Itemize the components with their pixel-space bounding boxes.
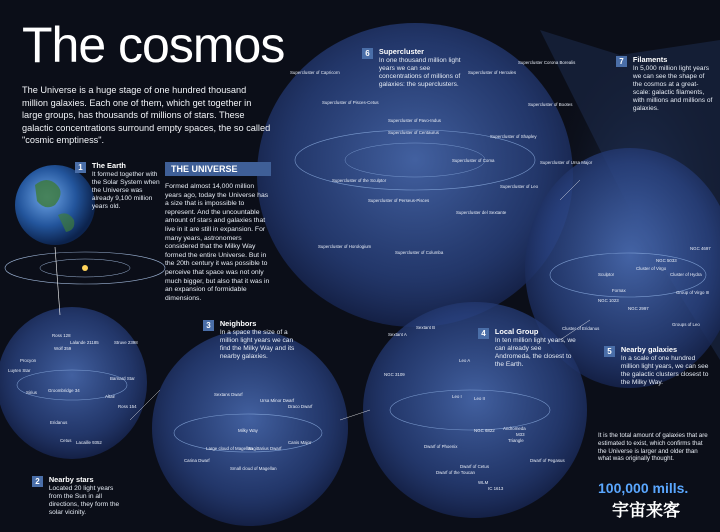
map-label: NGC 6822 [474,428,495,433]
section-number: 3 [203,320,214,331]
section-local-group [478,328,578,369]
map-label: WLM [478,480,489,485]
map-label: Supercluster of Shapley [490,134,537,139]
map-label: Supercluster of Capricorn [290,70,340,75]
map-label: Supercluster of Centaurus [388,130,440,135]
map-label: Dwarf of Pegasus [530,458,565,463]
map-label: Groups of Leo [672,322,700,327]
map-label: Lalande 21185 [70,340,99,345]
map-label: IC 1613 [488,486,504,491]
map-label: Supercluster of Coma [452,158,495,163]
map-label: NGC 5033 [656,258,677,263]
section-title: Neighbors [219,319,257,328]
map-label: Eridanus [50,420,68,425]
section-text: In 5,000 million light years we can see the shape of the cosmos at a great-scale: galactic filaments, with millions and millions of galaxies. [632,65,713,112]
map-label: Ross 128 [52,333,71,338]
map-label: Wolf 359 [54,346,72,351]
map-label: Lacaille 9352 [76,440,102,445]
map-label: Supercluster of Perseus-Pisces [368,198,430,203]
map-label: Canis Major [288,440,312,445]
intro-text: The Universe is a huge stage of one hundred thousand million galaxies. Each one of them, which get together in large groups, has thousands of millions of stars. These galactic concentrations surround empty spaces, the so called "cosmic emptiness". [22,85,271,145]
stat-text: It is the total amount of galaxies that are estimated to exist, which confirms that the Universe is larger and older than what was originally thought. [598,432,708,463]
map-label: NGC 2997 [628,306,649,311]
section-text: In a space the size of a million light years we can find the Milky Way and its nearby galaxies. [219,329,295,360]
map-label: M33 [516,432,525,437]
watermark: 宇宙来客 [612,501,680,521]
universe-text: Formed almost 14,000 million years ago, today the Universe has a size that is impossible to represent. And the uncountable amount of stars and galaxies that live in it are still in expansion. For many years, astronomers considered that the Milky Way formed the entire Universe. But in the 20th century it was possible to perceive that space was not only much bigger, but also that it was in an expansion of formidable dimensions. [165,183,270,302]
section-title: Local Group [494,327,539,336]
map-label: Draco Dwarf [288,404,313,409]
map-label: Large cloud of Magellan [206,446,253,451]
map-label: Groombridge 34 [48,388,80,393]
map-label: Sagittarius Dwarf [248,446,282,451]
map-label: Altair [105,394,116,399]
map-label: Supercluster del Sextante [456,210,507,215]
map-label: NGC 3109 [384,372,405,377]
sun-dot [82,265,88,271]
section-neighbors [203,320,303,361]
map-label: Dwarf of Cetus [460,464,490,469]
earth-connector [55,247,60,315]
page-title: The cosmos [22,17,285,73]
map-label: Supercluster Corona Borealis [518,60,576,65]
section-text: It formed together with the Solar System when the Universe was already 9,100 million years old. [91,171,160,210]
section-number: 2 [32,476,43,487]
map-label: Luyten Star [8,368,31,373]
section-text: Located 20 light years from the Sun in all directions, they form the solar vicinity. [48,485,120,516]
map-label: Group of Virgo III [676,290,710,295]
map-label: Sirius [26,390,37,395]
map-label: Dwarf of the Toucan [436,470,475,475]
map-label: Supercluster of Pisces-Cetus [322,100,379,105]
section-text: In one thousand million light years we can see concentrations of millions of galaxies: the superclusters. [378,57,461,88]
map-label: Cluster of Virgo [636,266,667,271]
map-label: Supercluster of Hercules [468,70,517,75]
map-label: Ursa Minor Dwarf [260,398,295,403]
map-label: Cetus [60,438,72,443]
map-label: Supercluster of Leo [500,184,539,189]
map-label: Small cloud of Magellan [230,466,277,471]
map-label: Supercluster of Bootes [528,102,573,107]
section-number: 1 [75,162,86,173]
section-title: Supercluster [378,47,425,56]
map-label: Supercluster of Columba [395,250,444,255]
map-label: Supercluster of Horologium [318,244,372,249]
map-label: Milky Way [238,428,258,433]
section-text: In a scale of one hundred million light years, we can see the galactic clusters closest to the Milky Way. [620,355,709,386]
section-title: The Earth [91,161,126,170]
section-nearby-galaxies [604,346,710,387]
map-label: Supercluster of Pavo-Indus [388,118,441,123]
map-label: Leo I [452,394,462,399]
section-text: In ten million light years, we can already see Andromeda, the closest to the Earth. [494,337,576,368]
map-label: Barnard Star [110,376,135,381]
section-number: 5 [604,346,615,357]
section-filaments [616,56,714,113]
map-label: Triangle [508,438,524,443]
map-label: Fornax [612,288,626,293]
map-label: Sextant A [388,332,407,337]
map-label: Andromeda [503,426,526,431]
section-nearby-stars [32,476,127,517]
section-title: Nearby galaxies [620,345,678,354]
map-label: Supercluster of the Sculptor [332,178,387,183]
section-title: Filaments [632,55,668,64]
section-earth [75,162,165,211]
section-number: 4 [478,328,489,339]
stat-value: 100,000 mills. [598,480,689,496]
map-label: Sextans Dwarf [214,392,243,397]
section-number: 7 [616,56,627,67]
map-label: Dwarf of Phoenix [424,444,458,449]
map-label: Carina Dwarf [184,458,210,463]
nearby-stars-sphere [0,307,147,459]
map-label: Struve 2398 [114,340,138,345]
map-label: Cluster of Eridanus [562,326,600,331]
section-title: Nearby stars [48,475,94,484]
map-label: Leo A [459,358,471,363]
map-label: NGC 4697 [690,246,711,251]
map-label: Leo II [474,396,485,401]
map-label: Procyon [20,358,37,363]
map-label: Cluster of Hydra [670,272,702,277]
map-label: Ross 154 [118,404,137,409]
map-label: Sculptor [598,272,615,277]
section-supercluster [362,48,462,89]
map-label: Supercluster of Ursa Major [540,160,593,165]
section-number: 6 [362,48,373,59]
universe-heading: THE UNIVERSE [165,162,271,176]
map-label: Sextant B [416,325,436,330]
map-label: NGC 1023 [598,298,619,303]
